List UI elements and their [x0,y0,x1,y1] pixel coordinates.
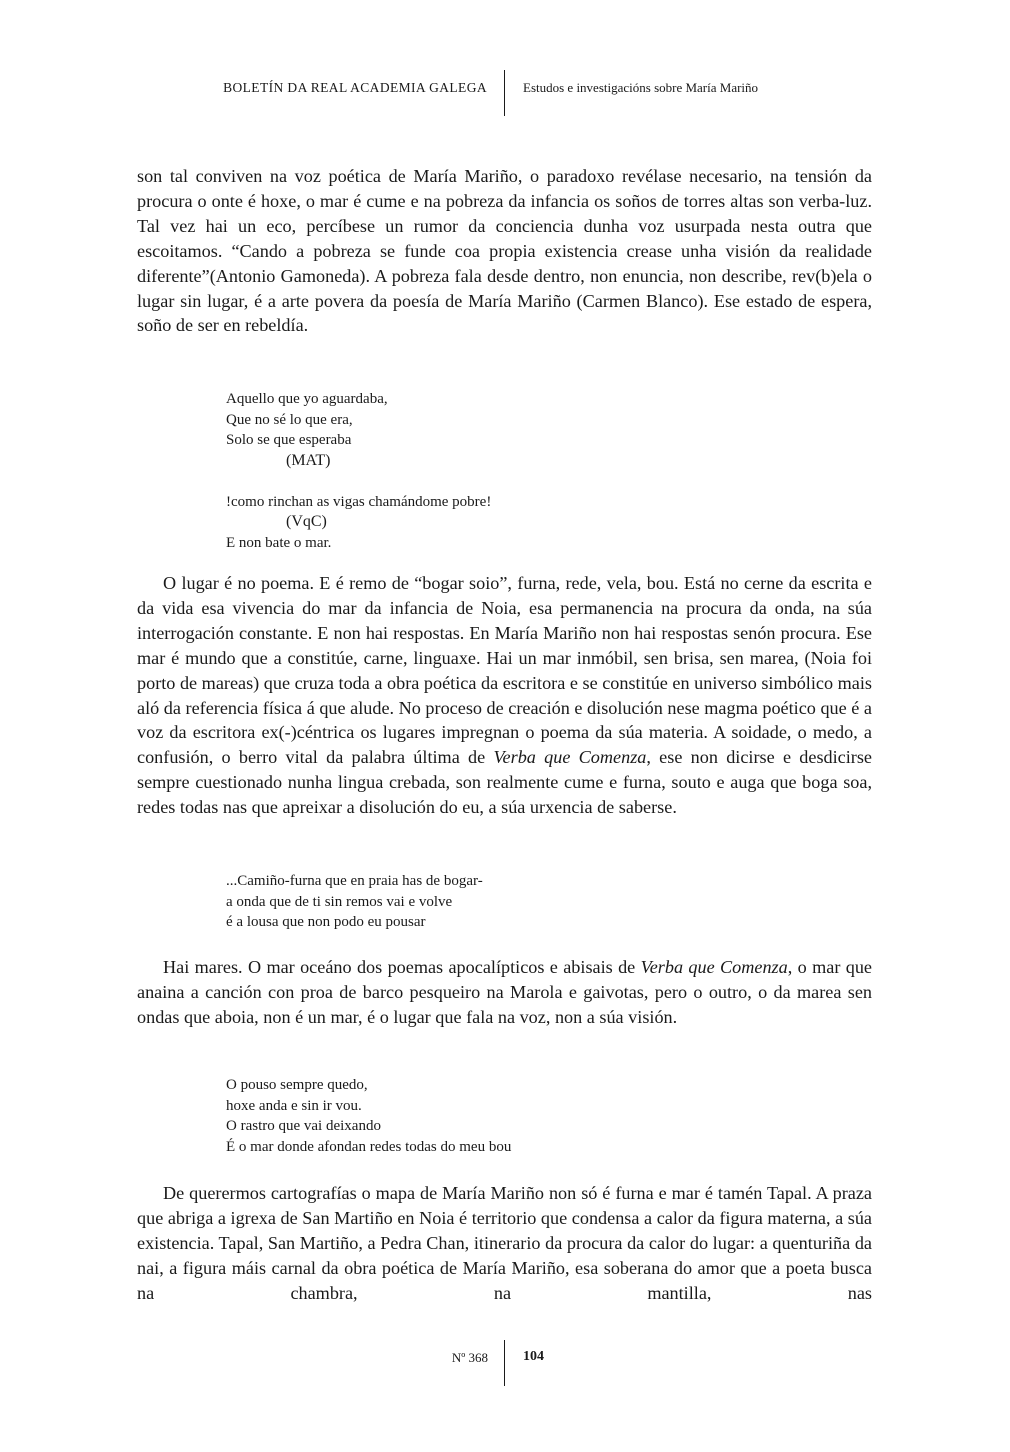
paragraph-3 [137,955,872,1030]
paragraph-3-text [137,955,872,1030]
poem-quote-1 [226,389,491,553]
book-title: Verba que Comenza [493,747,647,768]
text-run: Hai mares. O mar oceáno dos poemas apocalípticos e abisais de [163,957,641,977]
poem-line: Aquello que yo aguardaba, [226,391,388,407]
poem-line: Solo se que esperaba [226,432,352,448]
poem-line: é a lousa que non podo eu pousar [226,914,426,930]
poem-line: É o mar donde afondan redes todas do meu bou [226,1138,512,1155]
text-run: , ese non dicirse e desdicirse sempre cuestionado nunha lingua crebada, son realmente cume e furna, souto e auga que boga soa, redes todas nas que apreixar a disolución do eu, a súa urxencia de saberse. [137,747,872,818]
running-header [0,70,1010,116]
poem-line: E non bate o mar. [226,534,332,551]
paragraph-2-text [137,571,872,820]
paragraph-4-text: De querermos cartografías o mapa de María Mariño non só é furna e mar é tamén Tapal. A praza que abriga a igrexa de San Martiño en Noia é territorio que condensa a calor da figura materna, a súa existencia. Tapal, San Martiño, a Pedra Chan, itinerario da procura da calor do lugar: a quenturiña da nai, a figura máis carnal da obra poética de María Mariño, esa soberana do amor que a poeta busca na chambra, na mantilla, nas [137,1183,872,1303]
page-number: 104 [523,1349,544,1364]
poem-source: (MAT) [286,451,331,469]
text-run: , o mar que anaina a canción con proa de barco pesqueiro na Marola e gaivotas, pero o outro, o da marea sen ondas que aboia, non é un mar, é o lugar que fala na voz, non a súa visión. [137,957,872,1027]
footer-divider [504,1340,505,1386]
paragraph-1-text: son tal conviven na voz poética de María Mariño, o paradoxo revélase necesario, na tensión da procura o onte é hoxe, o mar é cume e na pobreza da infancia os soños de torres altas son verba-luz. Tal vez hai un eco, percíbese un rumor da conciencia dunha voz usurpada nesta outra que escoitamos. “Cando a pobreza se funde coa propia existencia crease unha visión da realidade diferente”(Antonio Gamoneda). A pobreza fala desde dentro, non enuncia, non describe, rev(b)ela o lugar sin lugar, é a arte povera da poesía de María Mariño (Carmen Blanco). Ese estado de espera, soño de ser en rebeldía. [137,166,872,336]
poem-quote-3 [226,1075,511,1157]
paragraph-2 [137,571,872,820]
issue-number: Nº 368 [451,1350,488,1365]
stanza-gap [226,471,491,492]
section-title: Estudos e investigacións sobre María Mariño [523,80,759,95]
poem-line: O rastro que vai deixando [226,1118,381,1134]
poem-line: Que no sé lo que era, [226,411,353,428]
header-divider [504,70,505,116]
poem-quote-2 [226,871,483,933]
paragraph-4 [137,1181,872,1306]
poem-line: O pouso sempre quedo, [226,1077,368,1093]
poem-line: ...Camiño-furna que en praia has de bogar- [226,873,483,889]
text-run: O lugar é no poema. E é remo de “bogar soio”, furna, rede, vela, bou. Está no cerne da escrita e da vida esa vivencia do mar da infancia de Noia, esa permanencia na procura da onda, na súa interrogación constante. E non hai respostas. En María Mariño non hai respostas senón procura. Ese mar é mundo que a constitúe, carne, linguaxe. Hai un mar inmóbil, sen brisa, sen marea, (Noia foi porto de mareas) que cruza toda a obra poética da escritora e se constitúe en universo simbólico mais aló da referencia física á que alude. No proceso de creación e disolución nese magma poético que é a voz da escritora ex(-)céntrica os lugares impregnan o poema da súa materia. A soidade, o medo, a confusión, o berro vital da palabra última de [137,573,872,768]
poem-line: a onda que de ti sin remos vai e volve [226,893,453,910]
page-footer [0,1340,1010,1386]
poem-source: (VqC) [286,513,327,530]
paragraph-1 [137,164,872,338]
journal-title: BOLETÍN DA REAL ACADEMIA GALEGA [223,80,487,95]
book-title: Verba que Comenza [640,957,788,977]
poem-line: hoxe anda e sin ir vou. [226,1097,362,1114]
poem-line: !como rinchan as vigas chamándome pobre! [226,493,492,510]
